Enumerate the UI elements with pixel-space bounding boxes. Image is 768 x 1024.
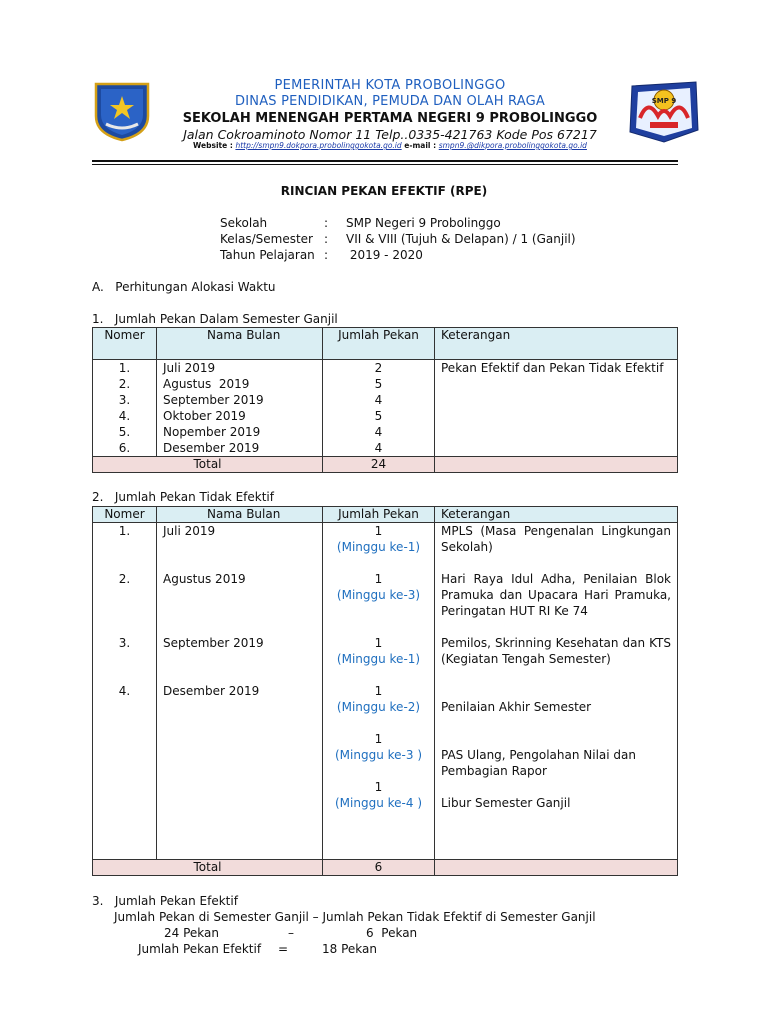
col-header-nama-bulan: Nama Bulan bbox=[157, 328, 323, 360]
info-class bbox=[220, 232, 576, 246]
col-header-jumlah-pekan: Jumlah Pekan bbox=[323, 328, 435, 360]
weeks-cell: 2 5 4 5 4 4 bbox=[323, 360, 435, 457]
non-effective-weeks-table bbox=[92, 506, 678, 876]
email-link[interactable]: smpn9.@dikpora.probolinggokota.go.id bbox=[438, 141, 587, 150]
info-value: 2019 - 2020 bbox=[346, 248, 423, 262]
probolinggo-city-emblem-icon bbox=[92, 80, 152, 142]
col-header-jumlah-pekan: Jumlah Pekan bbox=[323, 507, 435, 523]
website-label: Website : bbox=[193, 141, 236, 150]
email-label: e-mail : bbox=[401, 141, 439, 150]
info-value: VII & VIII (Tujuh & Delapan) / 1 (Ganjil) bbox=[346, 232, 576, 246]
result-label: Jumlah Pekan Efektif bbox=[138, 942, 262, 956]
col-header-nomer: Nomer bbox=[93, 328, 157, 360]
info-colon: : bbox=[324, 216, 329, 230]
nomer-cell: 1. 2. 3. 4. 5. 6. bbox=[93, 360, 157, 457]
section-1-heading: 1. Jumlah Pekan Dalam Semester Ganjil bbox=[92, 312, 338, 326]
letterhead-school: SEKOLAH MENENGAH PERTAMA NEGERI 9 PROBOLINGGO bbox=[182, 111, 598, 126]
letterhead-address: Jalan Cokroaminoto Nomor 11 Telp..0335-421763 Kode Pos 67217 bbox=[183, 127, 597, 142]
info-key: Kelas/Semester bbox=[220, 232, 313, 246]
total-note bbox=[435, 457, 678, 473]
result-value: 18 Pekan bbox=[322, 942, 377, 956]
document-title: RINCIAN PEKAN EFEKTIF (RPE) bbox=[280, 184, 488, 198]
result-equals: = bbox=[278, 942, 289, 956]
website-link[interactable]: http://smpn9.dokpora.probolinggokota.go.id bbox=[235, 141, 402, 150]
info-colon: : bbox=[324, 232, 329, 246]
section-2-heading: 2. Jumlah Pekan Tidak Efektif bbox=[92, 490, 274, 504]
nomer-cell: 1. 2. 3. 4. bbox=[93, 523, 157, 860]
info-colon: : bbox=[324, 248, 329, 262]
logo-text: SMP 9 bbox=[651, 97, 677, 105]
formula-right-value: 6 Pekan bbox=[366, 926, 418, 940]
col-header-keterangan: Keterangan bbox=[435, 507, 678, 523]
weeks-cell: 1 (Minggu ke-1) 1 (Minggu ke-3) 1 (Minggu ke-1) 1 (Minggu ke-2) 1 (Minggu ke-3 ) 1 (Minggu ke-4 ) bbox=[323, 523, 435, 860]
info-school bbox=[220, 216, 501, 230]
col-header-nama-bulan: Nama Bulan bbox=[157, 507, 323, 523]
formula-minus: – bbox=[288, 926, 294, 940]
weeks-in-semester-table bbox=[92, 327, 678, 473]
month-cell: Juli 2019 Agustus 2019 September 2019 Oktober 2019 Nopember 2019 Desember 2019 bbox=[157, 360, 323, 457]
section-a-heading: A. Perhitungan Alokasi Waktu bbox=[92, 280, 276, 294]
info-year bbox=[220, 248, 423, 262]
info-key: Sekolah bbox=[220, 216, 268, 230]
letterhead-divider-thin bbox=[92, 164, 678, 165]
letterhead-contact bbox=[160, 141, 620, 150]
note-cell: MPLS (Masa Pengenalan Lingkungan Sekolah) Hari Raya Idul Adha, Penilaian Blok Pramuka dan Upacara Hari Pramuka, Peringatan HUT RI Ke 74 Pemilos, Skrinning Kesehatan dan KTS (Kegiatan Tengah Semester) Penilaian Akhir Semester PAS Ulang, Pengolahan Nilai dan Pembagian Rapor Libur Semester Ganjil bbox=[435, 523, 678, 860]
section-3-heading: 3. Jumlah Pekan Efektif bbox=[92, 894, 238, 908]
letterhead-divider bbox=[92, 160, 678, 162]
col-header-nomer: Nomer bbox=[93, 507, 157, 523]
formula-left-value: 24 Pekan bbox=[164, 926, 219, 940]
total-value: 6 bbox=[323, 860, 435, 876]
total-value: 24 bbox=[323, 457, 435, 473]
note-cell: Pekan Efektif dan Pekan Tidak Efektif bbox=[435, 360, 678, 457]
month-cell: Juli 2019 Agustus 2019 September 2019 Desember 2019 bbox=[157, 523, 323, 860]
letterhead-government: PEMERINTAH KOTA PROBOLINGGO bbox=[274, 78, 506, 93]
info-value: SMP Negeri 9 Probolinggo bbox=[346, 216, 501, 230]
letterhead-department: DINAS PENDIDIKAN, PEMUDA DAN OLAH RAGA bbox=[235, 94, 545, 109]
info-key: Tahun Pelajaran bbox=[220, 248, 315, 262]
smpn9-school-logo-icon bbox=[626, 78, 702, 144]
total-note bbox=[435, 860, 678, 876]
formula-text: Jumlah Pekan di Semester Ganjil – Jumlah Pekan Tidak Efektif di Semester Ganjil bbox=[114, 910, 596, 924]
total-label: Total bbox=[93, 457, 323, 473]
total-label: Total bbox=[93, 860, 323, 876]
col-header-keterangan: Keterangan bbox=[435, 328, 678, 360]
